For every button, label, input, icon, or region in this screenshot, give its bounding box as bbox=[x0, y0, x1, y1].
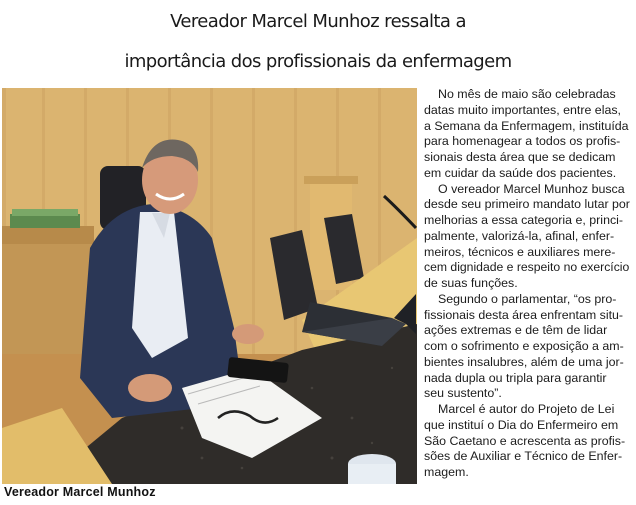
article-line: No mês de maio são celebradas bbox=[438, 87, 616, 101]
article-line: com o sofrimento e exposição a am- bbox=[424, 339, 624, 353]
article-line: melhorias a essa categoria e, princi- bbox=[424, 213, 624, 227]
article-line: meiros, técnicos e auxiliares mere- bbox=[424, 244, 616, 259]
article-line: de suas funções. bbox=[424, 276, 518, 290]
article-line: magem. bbox=[424, 465, 469, 479]
article-line: cem dignidade e respeito no exercício bbox=[424, 260, 630, 275]
photo-caption: Vereador Marcel Munhoz bbox=[4, 485, 156, 499]
headline bbox=[0, 2, 636, 82]
article-line: que instituí o Dia do Enfermeiro em bbox=[424, 417, 619, 432]
article-line: seu sustento”. bbox=[424, 386, 502, 401]
article-photo bbox=[2, 88, 417, 484]
headline-line-1: Vereador Marcel Munhoz ressalta a bbox=[170, 11, 466, 32]
article-line: datas muito importantes, entre elas, bbox=[424, 102, 621, 117]
headline-line-2: importância dos profissionais da enfermagem bbox=[124, 51, 512, 72]
article-line: em cuidar da saúde dos pacientes. bbox=[424, 165, 617, 180]
article-line: palmente, valorizá-la, afinal, enfer- bbox=[424, 228, 615, 243]
article-line: Segundo o parlamentar, “os pro- bbox=[438, 291, 617, 306]
article-line: O vereador Marcel Munhoz busca bbox=[438, 181, 625, 196]
article-body bbox=[424, 87, 631, 505]
article-line: para homenagear a todos os profis- bbox=[424, 134, 621, 149]
article-line: fissionais desta área enfrentam situ- bbox=[424, 307, 624, 322]
article-line: sionais desta área que se dedicam bbox=[424, 150, 616, 164]
article-line: sões de Auxiliar e Técnico de Enfer- bbox=[424, 449, 623, 464]
article-line: bientes insalubres, além de uma jor- bbox=[424, 354, 624, 369]
article-line: ações extremas e de têm de lidar bbox=[424, 323, 608, 338]
article-line: São Caetano e acrescenta as profis- bbox=[424, 433, 626, 448]
article-line: nada dupla ou tripla para garantir bbox=[424, 370, 607, 385]
article-line: Marcel é autor do Projeto de Lei bbox=[438, 402, 615, 416]
article-line: a Semana da Enfermagem, instituída bbox=[424, 118, 629, 133]
article-line: desde seu primeiro mandato lutar por bbox=[424, 197, 630, 212]
